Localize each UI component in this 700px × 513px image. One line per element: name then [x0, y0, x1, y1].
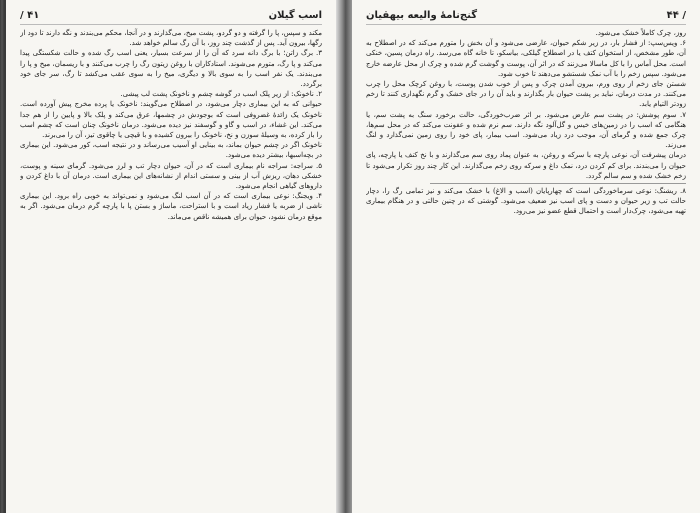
- paragraph: ناخونک اگر در چشم حیوان بماند، به بینایی او آسیب می‌رساند و در نتیجه اسب، کور می‌شود. این بیماری در بچه‌اسبها، بیشتر دیده می‌شود.: [20, 141, 322, 160]
- paragraph: ۸. ریشنگ: نوعی سرماخوردگی است که چهارپایان (اسب و الاغ) با خشک می‌کند و نیز تمامی رگ را، دچار حالت تب و زیر حیوان و دست و پای اسب نیز ضعیف می‌شود. گوشتی که در چنین حالتی و در هنگام بیماری تهیه می‌شود، چرک‌دار است و احتمال قطع عضو نیز می‌رود.: [366, 187, 686, 216]
- page-body: [366, 28, 686, 509]
- paragraph: حیوانی که به این بیماری دچار می‌شود، در اصطلاح می‌گویند: ناخونک یا پرده مخرج پیش آورده است. ناخونک یک زائدهٔ غضروفی است که بوجودش در چشمها، عرق می‌کند و پلک بالا و پایین را از هم جدا می‌کند. این غشاء، در اسب و گاو و گوسفند نیز دیده می‌شود. درمان ناخونک چنان است که چشم اسب را باز کرده، به وسیلهٔ سوزن و نخ، ناخونک را بیرون کشیده و با قیچی یا چاقوی تیز، آن را می‌برند.: [20, 100, 322, 140]
- page-body: [20, 28, 322, 509]
- paragraph: ۲. ناخونک: از زیر پلک اسب در گوشه چشم و ناخونک پشت لب پیشی.: [120, 90, 322, 99]
- page-number: ۴۱ /: [20, 9, 40, 21]
- paragraph: ۴. ویجنگ: نوعی بیماری است که در آن اسب لنگ می‌شود و نمی‌تواند به خوبی راه برود. این بیماری ناشی از ضربه یا فشار زیاد است و با استراحت، ماساژ و بستن پا با پارچه گرم درمان می‌شود. اگر به موقع درمان نشود، حیوان برای همیشه ناقص می‌ماند.: [20, 192, 322, 221]
- right-page: [352, 0, 700, 513]
- section-divider: [430, 183, 686, 184]
- page-number: / ۴۴: [666, 9, 686, 21]
- running-title: اسب گیلان: [268, 9, 322, 21]
- left-page: [6, 0, 336, 513]
- book-gutter: [336, 0, 352, 513]
- paragraph: درمان پیشرفت آن، نوعی پارچه با سرکه و روغن، به عنوان پماد روی سم می‌گذارند و با نخ کنف یا پارچه، پای حیوان را می‌بندند. برای کم کردن درد، نمک داغ و سرکه روی زخم می‌گذارند. این کار چند روز تکرار می‌شود تا زخم خشک شده و سم سالم گردد.: [366, 151, 686, 180]
- paragraph: ۵. سراجه: سراجه نام بیماری است که در آن، حیوان دچار تب و لرز می‌شود. گرمای سینه و پوست، خشکی دهان، ریزش آب از بینی و سستی اندام از نشانه‌های این بیماری است. درمان آن با داغ کردن و داروهای گیاهی انجام می‌شود.: [20, 161, 322, 191]
- running-title: گنج‌نامهٔ والیعه بیهقیان: [366, 9, 478, 21]
- paragraph: ۳. برگ زاتن؛ با برگ دانه سرد که آن را از سرعت بسیار، یعنی اسب رگ شده و حالت شکستگی پیدا می‌کند و پا رگ، متورم می‌شوند. استادکاران با روغن زیتون رگ را چرب می‌کنند و با ریسمان، میخ و پا را می‌بندند. یک نفر اسب را به سوی بالا و دیگری، میخ را به سوی عقب می‌کشد تا رگ، سر جای خود برگردد.: [20, 49, 322, 89]
- page-header: [366, 6, 686, 25]
- paragraph: شستن جای زخم از روی ورم، بیرون آمدن چرک و پس از خوب شدن پوست، با روغن کرچک محل را چرب می‌کنند. در مدت درمان، نباید بر پشت حیوان بار بگذارند و باید آن را در جای خشک و گرم نگهداری کنند تا زخم زودتر التیام یابد.: [366, 80, 686, 109]
- paragraph: ۶. ویس‌سپ: از فشار بار، در زیر شکم حیوان، عارضی می‌شود و آن بخش را متورم می‌کند که در اصطلاح به آن، طور مشخص، از استخوان کتف یا در اصطلاح گیلکی، بیاسکو، تا خانه گاه می‌رسد. راه درمان پسین، خنکی است. محل آماس را با کل ماسالا می‌زنند که در اثر آن، پوست و گوشت گرم شده و چرک از محل عارضه خارج می‌شود. سپس زخم را با آب نمک شستشو می‌دهند تا خوب شود.: [366, 39, 686, 78]
- paragraph: ۷. سوم پوشش: در پشت سم عارض می‌شود. بر اثر ضرب‌خوردگی، حالت برخورد سنگ به پشت سم، یا هنگامی که اسب را در زمین‌های خیس و گل‌آلود نگه دارند. سم نرم شده و عفونت می‌کند که در محل سم‌ها، چرک جمع شده و گرمای آن، موجب درد زیاد می‌شود. اسب بیمار، پای خود را روی زمین نمی‌گذارد و لنگ می‌زند.: [366, 110, 686, 150]
- paragraph: مکند و سپس، پا را گرفته و دو گردو، پشت میخ، می‌گذارند و در آنجا، محکم می‌بندند و نگه دارند تا دود از رگها، بیرون آید. پس از گذشت چند روز، با آن رگ سالم خواهد شد.: [20, 29, 322, 48]
- page-header: [20, 6, 322, 25]
- paragraph: روز، چرک کاملاً خشک می‌شود.: [595, 29, 686, 37]
